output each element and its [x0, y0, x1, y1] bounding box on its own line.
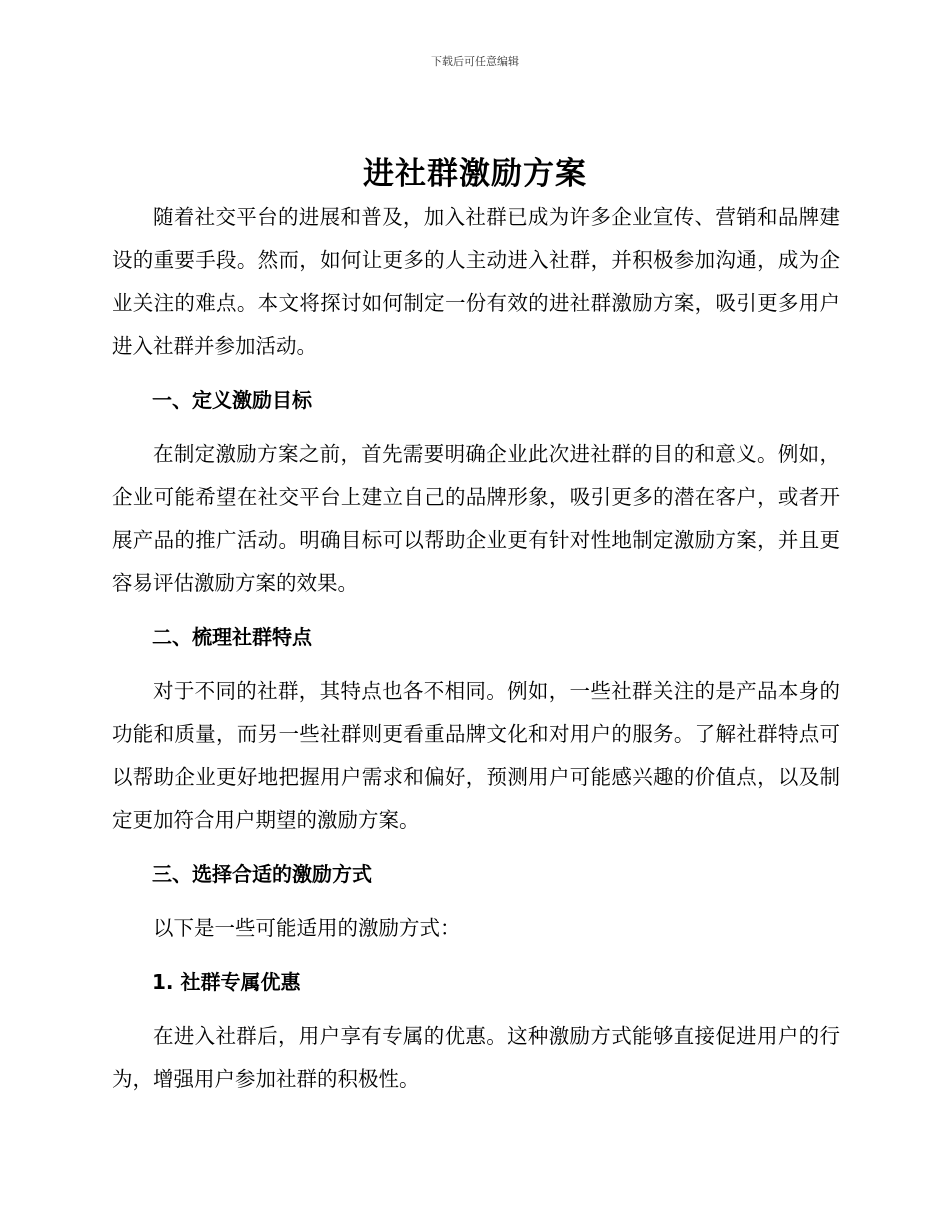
section-heading-2: 二、梳理社群特点: [152, 625, 312, 649]
section-heading-3: 三、选择合适的激励方式: [152, 862, 372, 886]
subsection-paragraph-1: 在进入社群后，用户享有专属的优惠。这种激励方式能够直接促进用户的行为，增强用户参加社群的积极性。: [112, 1024, 840, 1091]
header-note: 下载后可任意编辑: [431, 55, 519, 68]
section-paragraph-3: 以下是一些可能适用的激励方式：: [153, 916, 461, 940]
section-paragraph-1: 在制定激励方案之前，首先需要明确企业此次进社群的目的和意义。例如，企业可能希望在社交平台上建立自己的品牌形象，吸引更多的潜在客户，或者开展产品的推广活动。明确目标可以帮助企业更有针对性地制定激励方案，并且更容易评估激励方案的效果。: [112, 442, 840, 595]
subsection-heading-1: 1. 社群专属优惠: [152, 970, 301, 994]
section-paragraph-2: 对于不同的社群，其特点也各不相同。例如，一些社群关注的是产品本身的功能和质量，而另一些社群则更看重品牌文化和对用户的服务。了解社群特点可以帮助企业更好地把握用户需求和偏好，预测用户可能感兴趣的价值点，以及制定更加符合用户期望的激励方案。: [112, 679, 840, 832]
intro-paragraph: 随着社交平台的进展和普及，加入社群已成为许多企业宣传、营销和品牌建设的重要手段。然而，如何让更多的人主动进入社群，并积极参加沟通，成为企业关注的难点。本文将探讨如何制定一份有效的进社群激励方案，吸引更多用户进入社群并参加活动。: [112, 205, 840, 358]
section-heading-1: 一、定义激励目标: [152, 388, 312, 412]
document-body: [112, 196, 840, 1112]
document-title: 进社群激励方案: [363, 156, 587, 192]
